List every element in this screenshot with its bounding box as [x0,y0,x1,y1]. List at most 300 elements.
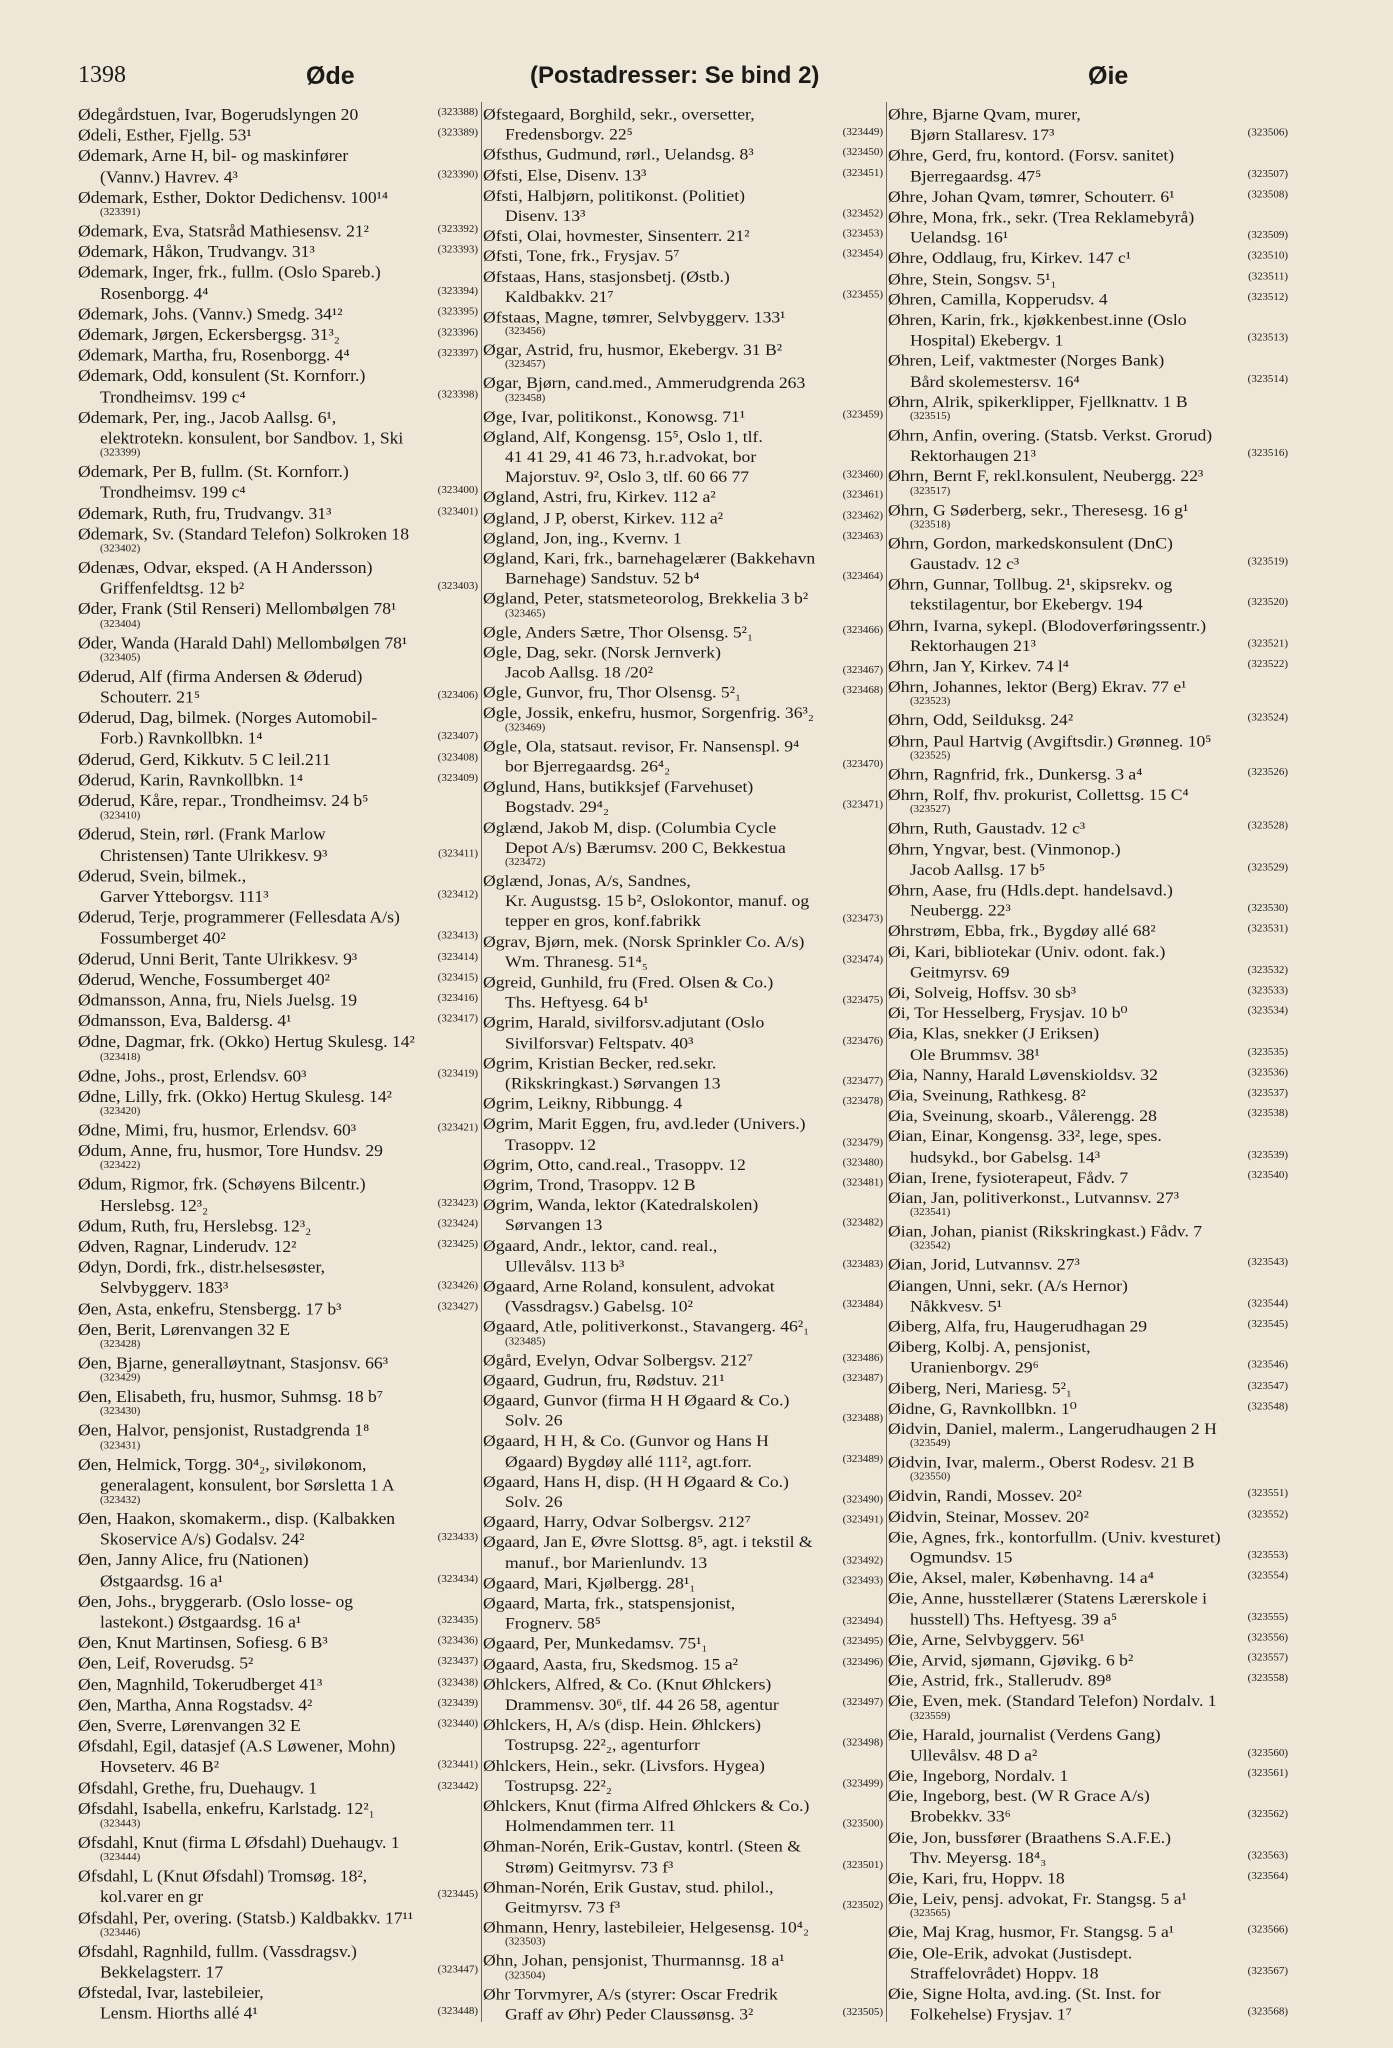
entry-text: Strøm) Geitmyrsv. 73 f³ [505,1857,674,1876]
entry-text: Øgaard) Bygdøy allé 111², agt.forr. [505,1451,752,1471]
entry-number: (323543) [1247,1257,1288,1269]
directory-entry [78,1832,478,1864]
entry-line [483,246,883,266]
entry-text: Øiberg, Kolbj. A, pensjonist, [888,1337,1091,1356]
entry-line [78,1257,478,1278]
entry-text: Øen, Haakon, skomakerm., disp. (Kalbakken [78,1509,396,1528]
directory-entry [483,1674,883,1715]
entry-line [888,574,1288,595]
entry-number: (323433) [437,1531,478,1544]
entry-line [78,1633,478,1654]
entry-line [78,790,478,811]
entry-text: Øderud, Terje, programmerer (Fellesdata A/s) [78,907,400,927]
directory-entry [888,1691,1288,1723]
directory-entry [483,246,883,266]
entry-line [483,1552,883,1572]
entry-text: Skoservice A/s) Godalsv. 24² [100,1529,305,1549]
entry-text: Kr. Augustsg. 15 b², Oslokontor, manuf. og [505,891,810,910]
entry-text: Øie, Ingeborg, Nordalv. 1 [888,1766,1069,1785]
entry-text: Fossumberget 40² [100,928,226,948]
entry-number: (323467) [842,664,883,676]
entry-number: (323447) [437,1964,478,1976]
entry-number: (323413) [437,930,478,942]
entry-line [888,248,1288,269]
entry-number: (323414) [437,951,478,963]
entry-line [483,951,883,971]
directory-entry [78,1653,478,1674]
entry-text: Øie, Aksel, maler, Københavng. 14 a⁴ [888,1568,1154,1587]
entry-line [78,1674,478,1695]
entry-text: Øhmann, Henry, lastebileier, Helgesensg. 10⁴₂ [483,1918,810,1937]
entry-number: (323417) [437,1013,478,1025]
directory-entry [888,1085,1288,1106]
directory-entry [888,818,1288,839]
directory-entry [888,1377,1288,1398]
entry-line [483,1390,883,1410]
directory-entry [483,1593,883,1634]
directory-entry [483,1316,883,1347]
entry-text: Øia, Sveinung, Rathkesg. 8² [888,1085,1086,1105]
directory-entry [483,972,883,1013]
entry-line [78,1475,478,1496]
entry-text: Øglænd, Jakob M, disp. (Columbia Cycle [483,817,777,837]
entry-number: (323475) [842,994,883,1006]
entry-line [888,1691,1288,1712]
entry-text: Øhrn, Alrik, spikerklipper, Fjellknattv. 1 B [888,392,1188,411]
directory-entry [888,533,1288,574]
entry-number: (323486) [842,1352,883,1364]
entry-number: (323429) [100,1372,141,1384]
entry-number: (323567) [1247,1965,1288,1977]
entry-number: (323490) [842,1494,883,1506]
entry-text: Øderud, Gerd, Kikkutv. 5 C leil.211 [78,749,331,769]
directory-entry [78,1119,478,1140]
entry-number: (323454) [842,248,883,260]
entry-text: Ogmundsv. 15 [910,1547,1013,1567]
entry-text: Kaldbakkv. 21⁷ [505,287,614,306]
entry-text: Øhman-Norén, Erik-Gustav, kontrl. (Steen & [483,1837,801,1856]
entry-line [888,1650,1288,1671]
directory-entry [888,1629,1288,1650]
entry-line [483,1917,883,1937]
directory-entry [888,676,1288,708]
entry-text: (Vassdragsv.) Gabelsg. 10² [505,1297,693,1316]
entry-line [483,1195,883,1215]
entry-line [78,866,478,887]
entry-line [483,1715,883,1735]
directory-entry [888,1187,1288,1219]
entry-line [78,386,478,407]
entry-text: Øgaard, Mari, Kjølbergg. 28¹₁ [483,1573,696,1592]
directory-entry [888,350,1288,391]
entry-text: Ødemark, Per, ing., Jacob Aallsg. 6¹, [78,407,337,427]
entry-number: (323421) [437,1122,478,1134]
entry-line [888,818,1288,839]
entry-text: Øgle, Anders Sætre, Thor Olsensg. 5²₁ [483,622,754,641]
entry-line [78,770,478,791]
entry-text: Øderud, Dag, bilmek. (Norges Automobil- [78,708,378,728]
entry-text: Øidvin, Daniel, malerm., Langerudhaugen 2 H [888,1419,1217,1438]
entry-number: (323492) [842,1555,883,1566]
entry-number: (323461) [842,489,883,501]
entry-number: (323556) [1247,1631,1288,1643]
entry-number: (323450) [842,147,883,159]
entry-line [888,1609,1288,1630]
entry-text: Øhrn, Gordon, markedskonsulent (DnC) [888,533,1173,553]
entry-line [483,1654,883,1674]
entry-text: Øgle, Gunvor, fru, Thor Olsensg. 5²₁ [483,683,742,702]
entry-number: (323552) [1247,1508,1288,1520]
directory-entry [78,866,478,907]
entry-line [78,1031,478,1052]
directory-entry [78,1907,478,1939]
entry-number: (323481) [842,1177,883,1189]
entry-text: Øhrn, Jan Y, Kirkev. 74 l⁴ [888,656,1069,676]
entry-text: Øie, Jon, bussfører (Braathens S.A.F.E.) [888,1827,1171,1847]
entry-line [483,1532,883,1552]
entry-text: Ødven, Ragnar, Linderudv. 12² [78,1236,297,1256]
entry-text: Brobekkv. 33⁶ [910,1807,1011,1826]
entry-line [78,845,478,866]
directory-entry [888,615,1288,656]
entry-line [78,557,478,578]
directory-entry [888,207,1288,248]
entry-text: Trondheimsv. 199 c⁴ [100,387,246,406]
entry-line [888,499,1288,520]
entry-line [483,756,883,776]
directory-entry [78,1215,478,1236]
entry-line [483,1134,883,1154]
entry-line [483,776,883,796]
entry-text: Øhrn, Anfin, overing. (Statsb. Verkst. Grorud) [888,425,1213,445]
entry-text: Fredensborgv. 22⁵ [505,125,633,144]
entry-line [78,303,478,324]
entry-text: Ødemark, Jørgen, Eckersbergsg. 31³₂ [78,325,340,344]
entry-line [888,2004,1288,2025]
entry-line [483,1674,883,1694]
entry-text: Øhren, Leif, vaktmester (Norges Bank) [888,351,1165,370]
entry-line [483,797,883,817]
entry-line [483,340,883,360]
entry-text: Øhrn, Johannes, lektor (Berg) Ekrav. 77 e¹ [888,677,1187,696]
entry-text: Graff av Øhr) Peder Claussønsg. 3² [505,2004,754,2023]
directory-entry [78,1257,478,1298]
entry-line [483,185,883,205]
entry-number: (323401) [437,505,478,517]
entry-number: (323465) [505,607,546,619]
directory-entry [888,391,1288,423]
directory-entry [483,1471,883,1512]
entry-line [483,703,883,723]
entry-text: Nåkkvesv. 5¹ [910,1296,1003,1315]
entry-number: (323516) [1247,448,1288,460]
directory-entry [78,599,478,631]
entry-text: Ødenæs, Odvar, eksped. (A H Andersson) [78,558,373,577]
entry-number: (323402) [100,543,141,555]
entry-text: Rektorhaugen 21³ [910,636,1036,655]
entry-text: Øia, Klas, snekker (J Eriksen) [888,1024,1100,1043]
entry-line [888,1187,1288,1208]
entry-line [78,1353,478,1374]
entry-text: Øhren, Camilla, Kopperudsv. 4 [888,289,1108,309]
directory-entry [78,523,478,555]
directory-entry [483,487,883,507]
entry-number: (323519) [1247,556,1288,568]
entry-line [78,428,478,449]
entry-text: tekstilagentur, bor Ekebergv. 194 [910,595,1143,614]
entry-line [888,635,1288,656]
entry-number: (323526) [1247,766,1288,778]
entry-text: Øge, Ivar, politikonst., Konowsg. 71¹ [483,406,746,426]
entry-text: Øhrstrøm, Ebba, frk., Bygdøy allé 68² [888,921,1156,940]
entry-number: (323419) [437,1067,478,1079]
entry-number: (323537) [1247,1087,1288,1099]
entry-line [888,764,1288,785]
entry-text: Ødne, Johs., prost, Erlendsv. 60³ [78,1065,307,1085]
entry-text: Rosenborgg. 4⁴ [100,283,209,303]
entry-number: (323512) [1247,291,1288,303]
entry-text: generalagent, konsulent, bor Sørsletta 1 A [100,1475,395,1495]
entry-line [483,568,883,588]
directory-entry [888,1275,1288,1316]
entry-line [483,1451,883,1471]
directory-entry [78,1695,478,1716]
entry-line [78,1529,478,1550]
entry-text: Øder, Frank (Stil Renseri) Mellombølgen 78¹ [78,599,397,619]
entry-number: (323388) [437,106,478,118]
entry-line [78,461,478,482]
entry-line [888,330,1288,351]
directory-columns [78,104,1338,2024]
entry-text: Øhrn, Odd, Seilduksg. 24² [888,710,1074,730]
entry-line [78,928,478,949]
entry-line [888,1295,1288,1316]
entry-text: Øgland, Peter, statsmeteorolog, Brekkelia 3 b² [483,589,809,608]
entry-line [483,1349,883,1369]
entry-line [483,487,883,507]
directory-entry [78,187,478,219]
directory-entry [78,1866,478,1907]
entry-line [78,262,478,283]
entry-line [483,226,883,246]
entry-text: Øgaard, Per, Munkedamsv. 75¹₁ [483,1634,708,1653]
directory-entry [483,931,883,972]
entry-text: Øen, Asta, enkefru, Stensbergg. 17 b³ [78,1299,342,1318]
entry-line [483,1053,883,1073]
entry-line [888,350,1288,371]
entry-text: Øgland, J P, oberst, Kirkev. 112 a² [483,508,723,527]
entry-text: Østgaardsg. 16 a¹ [100,1571,224,1591]
entry-number: (323441) [437,1759,478,1771]
entry-number: (323416) [437,992,478,1004]
entry-line [483,1296,883,1316]
entry-line [888,1254,1288,1275]
entry-text: Ole Brummsv. 38¹ [910,1044,1040,1064]
directory-entry [483,870,883,931]
entry-number: (323407) [437,731,478,743]
entry-line [483,589,883,609]
entry-line [78,1612,478,1633]
entry-text: Ødemark, Sv. (Standard Telefon) Solkroken 18 [78,524,410,544]
entry-text: Øgland, Kari, frk., barnehagelærer (Bakkehavn [483,548,816,568]
directory-entry [888,1023,1288,1064]
directory-entry [888,1588,1288,1629]
entry-line [888,1526,1288,1547]
entry-line [888,921,1288,942]
entry-line [78,824,478,845]
entry-line [483,972,883,992]
entry-text: Øen, Johs., bryggerarb. (Oslo losse- og [78,1592,354,1611]
entry-text: Holmendammen terr. 11 [505,1816,676,1836]
entry-line [483,1215,883,1235]
entry-number: (323396) [437,326,478,339]
directory-entry [78,324,478,345]
entry-line [888,466,1288,487]
entry-line [483,1431,883,1451]
entry-text: Ødemark, Per B, fullm. (St. Kornforr.) [78,462,349,481]
entry-text: Øhre, Johan Qvam, tømrer, Schouterr. 6¹ [888,187,1175,206]
entry-line [888,1064,1288,1085]
entry-text: Øhrn, Ivarna, sykepl. (Blodoverføringssentr.) [888,615,1207,635]
entry-number: (323524) [1247,712,1288,724]
entry-line [888,1357,1288,1378]
directory-entry [483,1715,883,1756]
page-header [78,62,1318,102]
directory-entry [483,703,883,734]
directory-entry [888,838,1288,879]
entry-line [78,1962,478,1983]
entry-line [78,503,478,524]
entry-line [78,1941,478,1962]
entry-line [483,266,883,286]
entry-text: Øian, Johan, pianist (Rikskringkast.) Fådv. 7 [888,1221,1203,1241]
entry-text: Hospital) Ekebergv. 1 [910,330,1064,350]
entry-line [483,911,883,931]
entry-line [78,990,478,1011]
entry-text: Øhrn, Gunnar, Tollbug. 2¹, skipsrekv. og [888,574,1173,594]
entry-number: (323418) [100,1050,141,1063]
entry-text: Øia, Sveinung, skoarb., Vålerengg. 28 [888,1106,1157,1125]
entry-number: (323444) [100,1851,141,1863]
entry-number: (323513) [1247,332,1288,344]
directory-entry [483,1836,883,1877]
entry-line [888,207,1288,228]
directory-entry [78,708,478,749]
entry-line [888,1588,1288,1609]
entry-text: Bård skolemestersv. 16⁴ [910,371,1080,391]
entry-line [78,1570,478,1591]
entry-text: Øie, Leiv, pensj. advokat, Fr. Stangsg. 5 a¹ [888,1889,1187,1908]
entry-line [483,1012,883,1032]
directory-entry [483,776,883,817]
directory-entry [888,1167,1288,1188]
directory-entry [888,1398,1288,1419]
entry-number: (323445) [437,1889,478,1901]
entry-text: Øhlckers, H, A/s (disp. Hein. Øhlckers) [483,1715,762,1734]
entry-line [888,1485,1288,1506]
directory-entry [78,1674,478,1695]
entry-line [483,931,883,951]
entry-text: Schouterr. 21⁵ [100,687,200,707]
entry-number: (323437) [437,1656,478,1668]
entry-text: Øen, Magnhild, Tokerudberget 41³ [78,1674,323,1694]
entry-line [888,784,1288,805]
entry-line [483,447,883,467]
entry-line [483,1471,883,1491]
entry-number: (323540) [1247,1169,1288,1181]
entry-text: manuf., bor Marienlundv. 13 [505,1553,708,1572]
entry-text: Øie, Ingeborg, best. (W R Grace A/s) [888,1786,1150,1806]
entry-line [888,553,1288,574]
entry-number: (323431) [100,1439,141,1452]
directory-entry [483,1431,883,1472]
entry-line [483,124,883,144]
entry-line [78,1277,478,1298]
entry-line [888,730,1288,751]
entry-line [483,1410,883,1430]
entry-line [78,1736,478,1757]
directory-entry [78,1941,478,1982]
entry-text: Øie, Signe Holta, avd.ing. (St. Inst. for [888,1984,1161,2003]
entry-line [483,1897,883,1917]
entry-number: (323471) [842,799,883,811]
entry-text: Øgland, Astri, fru, Kirkev. 112 a² [483,488,716,507]
entry-text: Herslebsg. 12³₂ [100,1195,209,1215]
entry-text: Solv. 26 [505,1411,563,1430]
entry-number: (323406) [437,689,478,701]
directory-entry [483,1573,883,1593]
directory-entry [483,406,883,426]
entry-text: Øhre, Stein, Songsv. 5¹₁ [888,269,1057,288]
entry-number: (323563) [1247,1850,1288,1862]
entry-line [888,941,1288,962]
entry-line [483,165,883,185]
entry-number: (323514) [1247,373,1288,385]
entry-text: Øgaard, Aasta, fru, Skedsmog. 15 a² [483,1654,738,1673]
entry-text: Lensm. Hiorths allé 4¹ [100,2003,258,2023]
entry-text: Øhren, Karin, frk., kjøkkenbest.inne (Oslo [888,310,1187,329]
directory-entry [78,262,478,303]
entry-text: Øgreid, Gunhild, fru (Fred. Olsen & Co.) [483,972,774,991]
entry-number: (323409) [437,772,478,784]
entry-number: (323391) [100,206,141,218]
entry-line [888,1724,1288,1745]
directory-entry [888,1485,1288,1506]
entry-line [78,145,478,166]
directory-entry [78,1298,478,1319]
entry-number: (323478) [842,1096,883,1108]
directory-entry [888,1316,1288,1337]
directory-entry [483,1276,883,1317]
entry-text: Øhrn, Ragnfrid, frk., Dunkersg. 3 a⁴ [888,764,1143,784]
entry-text: lastekont.) Østgaardsg. 16 a¹ [100,1612,302,1632]
entry-text: Øfsti, Else, Disenv. 13³ [483,165,647,185]
directory-entry [78,1798,478,1830]
entry-line [888,982,1288,1003]
entry-text: Ødne, Lilly, frk. (Okko) Hertug Skulesg. 14² [78,1086,392,1106]
entry-text: Tostrupsg. 22²₂ [505,1776,612,1795]
entry-text: Øi, Solveig, Hoffsv. 30 sb³ [888,983,1077,1002]
directory-entry [483,307,883,338]
directory-entry [483,1093,883,1113]
entry-line [888,1963,1288,1984]
entry-text: Øderud, Svein, bilmek., [78,866,247,886]
directory-entry [483,165,883,185]
column-2 [483,104,883,2024]
directory-entry [888,1765,1288,1786]
entry-line [888,1126,1288,1147]
entry-number: (323550) [910,1471,951,1483]
